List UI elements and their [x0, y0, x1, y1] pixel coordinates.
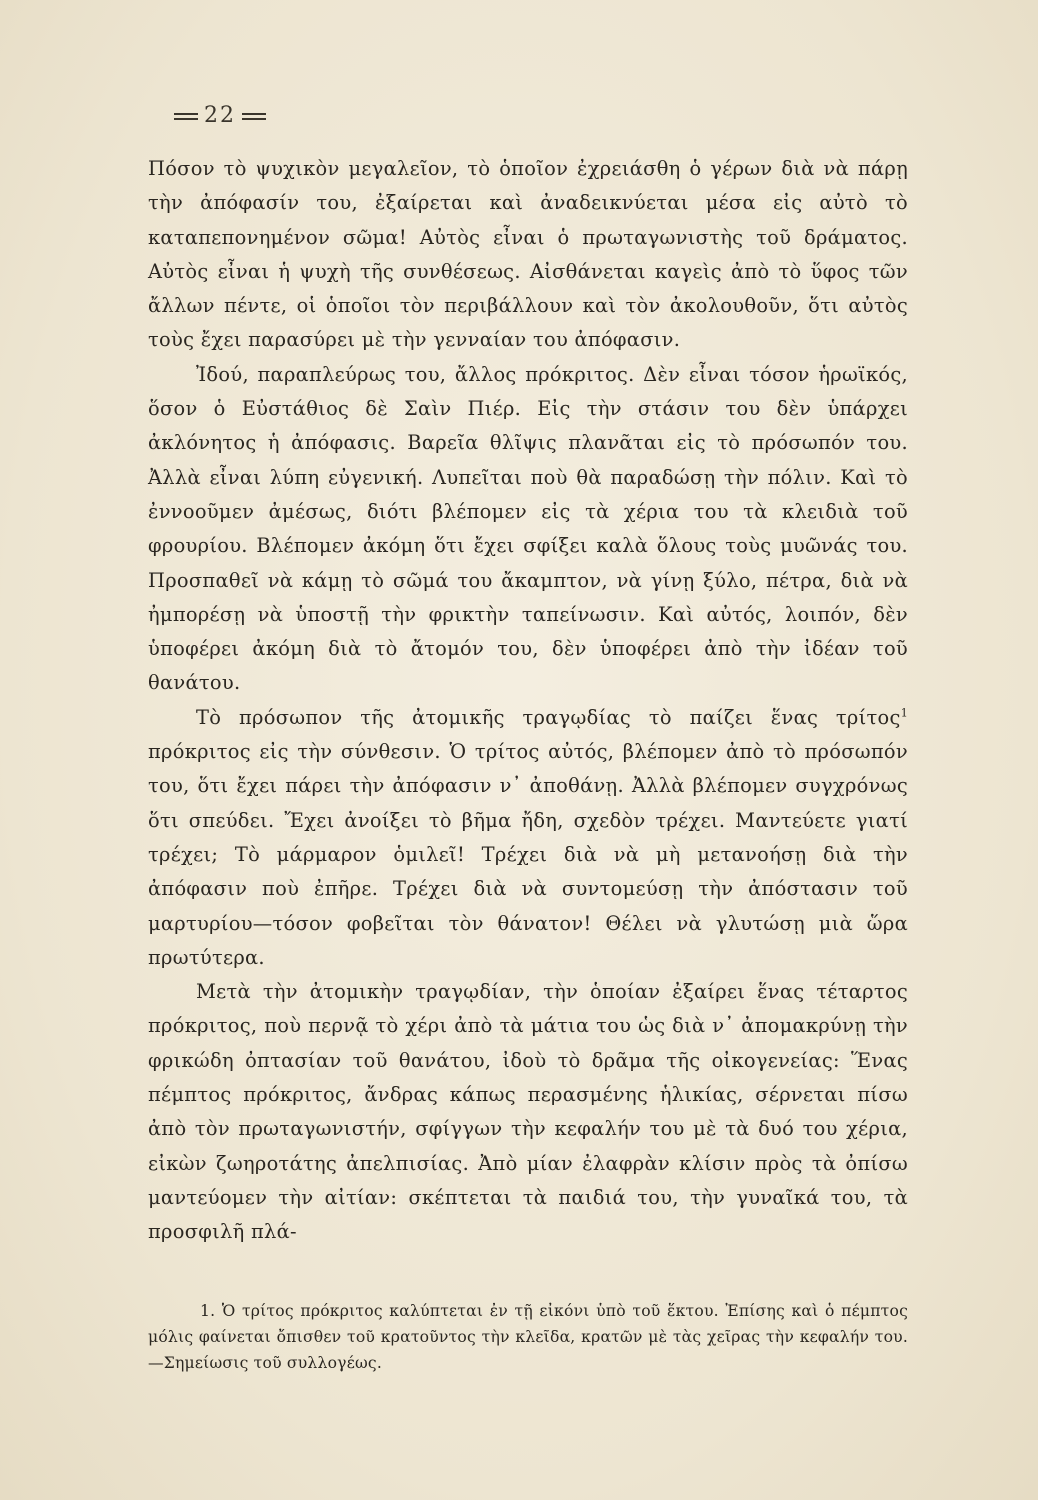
right-rule — [242, 113, 266, 120]
paragraph-2: Ἰδού, παραπλεύρως του, ἄλλος πρόκριτος. Δὲν εἶναι τόσον ἡρωϊκός, ὅσον ὁ Εὐστάθιος δὲ Σαὶν Πιέρ. Εἰς τὴν στάσιν του δὲν ὑπάρχει ἀκλόνητος ἡ ἀπόφασις. Βαρεῖα θλῖψις πλανᾶται εἰς τὸ πρόσωπόν του. Ἀλλὰ εἶναι λύπη εὐγενική. Λυπεῖται ποὺ θὰ παραδώσῃ τὴν πόλιν. Καὶ τὸ ἐννοοῦμεν ἀμέσως, διότι βλέπομεν εἰς τὰ χέρια του τὰ κλειδιὰ τοῦ φρουρίου. Βλέπομεν ἀκόμη ὅτι ἔχει σφίξει καλὰ ὅλους τοὺς μυῶνάς του. Προσπαθεῖ νὰ κάμῃ τὸ σῶμά του ἄκαμπτον, νὰ γίνῃ ξύλο, πέτρα, διὰ νὰ ἠμπορέσῃ νὰ ὑποστῇ τὴν φρικτὴν ταπείνωσιν. Καὶ αὐτός, λοιπόν, δὲν ὑποφέρει ἀκόμη διὰ τὸ ἄτομόν του, δὲν ὑποφέρει ἀπὸ τὴν ἰδέαν τοῦ θανάτου. — [148, 362, 908, 695]
page-number-text: 22 — [204, 103, 236, 128]
body-text — [148, 152, 908, 1250]
paragraph-3 — [148, 701, 908, 975]
footnote-marker: 1 — [900, 706, 908, 720]
paragraph-1: Πόσον τὸ ψυχικὸν μεγαλεῖον, τὸ ὁποῖον ἐχρειάσθη ὁ γέρων διὰ νὰ πάρῃ τὴν ἀπόφασίν του, ἐξαίρεται καὶ ἀναδεικνύεται μέσα εἰς αὐτὸ τὸ καταπεπονημένον σῶμα! Αὐτὸς εἶναι ὁ πρωταγωνιστὴς τοῦ δράματος. Αὐτὸς εἶναι ἡ ψυχὴ τῆς συνθέσεως. Αἰσθάνεται καγεὶς ἀπὸ τὸ ὕφος τῶν ἄλλων πέντε, οἱ ὁποῖοι τὸν περιβάλλουν καὶ τὸν ἀκολουθοῦν, ὅτι αὐτὸς τοὺς ἔχει παρασύρει μὲ τὴν γενναίαν του ἀπόφασιν. — [148, 157, 908, 352]
paragraph-3-start: Τὸ πρόσωπον τῆς ἀτομικῆς τραγῳδίας τὸ παίζει ἕνας τρίτος — [196, 705, 901, 729]
left-rule — [174, 113, 198, 120]
paragraph-3-end: πρόκριτος εἰς τὴν σύνθεσιν. Ὁ τρίτος αὐτός, βλέπομεν ἀπὸ τὸ πρόσωπόν του, ὅτι ἔχει πάρει τὴν ἀπόφασιν ν᾽ ἀποθάνῃ. Ἀλλὰ βλέπομεν συγχρόνως ὅτι σπεύδει. Ἔχει ἀνοίξει τὸ βῆμα ἤδη, σχεδὸν τρέχει. Μαντεύετε γιατί τρέχει; Τὸ μάρμαρον ὁμιλεῖ! Τρέχει διὰ νὰ μὴ μετανοήσῃ διὰ τὴν ἀπόφασιν ποὺ ἐπῆρε. Τρέχει διὰ νὰ συντομεύσῃ τὴν ἀπόστασιν τοῦ μαρτυρίου—τόσον φοβεῖται τὸν θάνατον! Θέλει νὰ γλυτώσῃ μιὰ ὥρα πρωτύτερα. — [148, 740, 908, 969]
footnote — [148, 1298, 908, 1376]
footnote-text: 1. Ὁ τρίτος πρόκριτος καλύπτεται ἐν τῇ εἰκόνι ὑπὸ τοῦ ἕκτου. Ἐπίσης καὶ ὁ πέμπτος μόλις φαίνεται ὄπισθεν τοῦ κρατοῦντος τὴν κλεῖδα, κρατῶν μὲ τὰς χεῖρας τὴν κεφαλήν του.—Σημείωσις τοῦ συλλογέως. — [148, 1302, 908, 1372]
page-number — [168, 103, 272, 128]
paragraph-4: Μετὰ τὴν ἀτομικὴν τραγῳδίαν, τὴν ὁποίαν ἐξαίρει ἕνας τέταρτος πρόκριτος, ποὺ περνᾷ τὸ χέρι ἀπὸ τὰ μάτια του ὡς διὰ ν᾽ ἀπομακρύνῃ τὴν φρικώδη ὀπτασίαν τοῦ θανάτου, ἰδοὺ τὸ δρᾶμα τῆς οἰκογενείας: Ἕνας πέμπτος πρόκριτος, ἄνδρας κάπως περασμένης ἡλικίας, σέρνεται πίσω ἀπὸ τὸν πρωταγωνιστήν, σφίγγων τὴν κεφαλήν του μὲ τὰ δυό του χέρια, εἰκὼν ζωηροτάτης ἀπελπισίας. Ἀπὸ μίαν ἐλαφρὰν κλίσιν πρὸς τὰ ὀπίσω μαντεύομεν τὴν αἰτίαν: σκέπτεται τὰ παιδιά του, τὴν γυναῖκά του, τὰ προσφιλῆ πλά- — [148, 980, 908, 1244]
